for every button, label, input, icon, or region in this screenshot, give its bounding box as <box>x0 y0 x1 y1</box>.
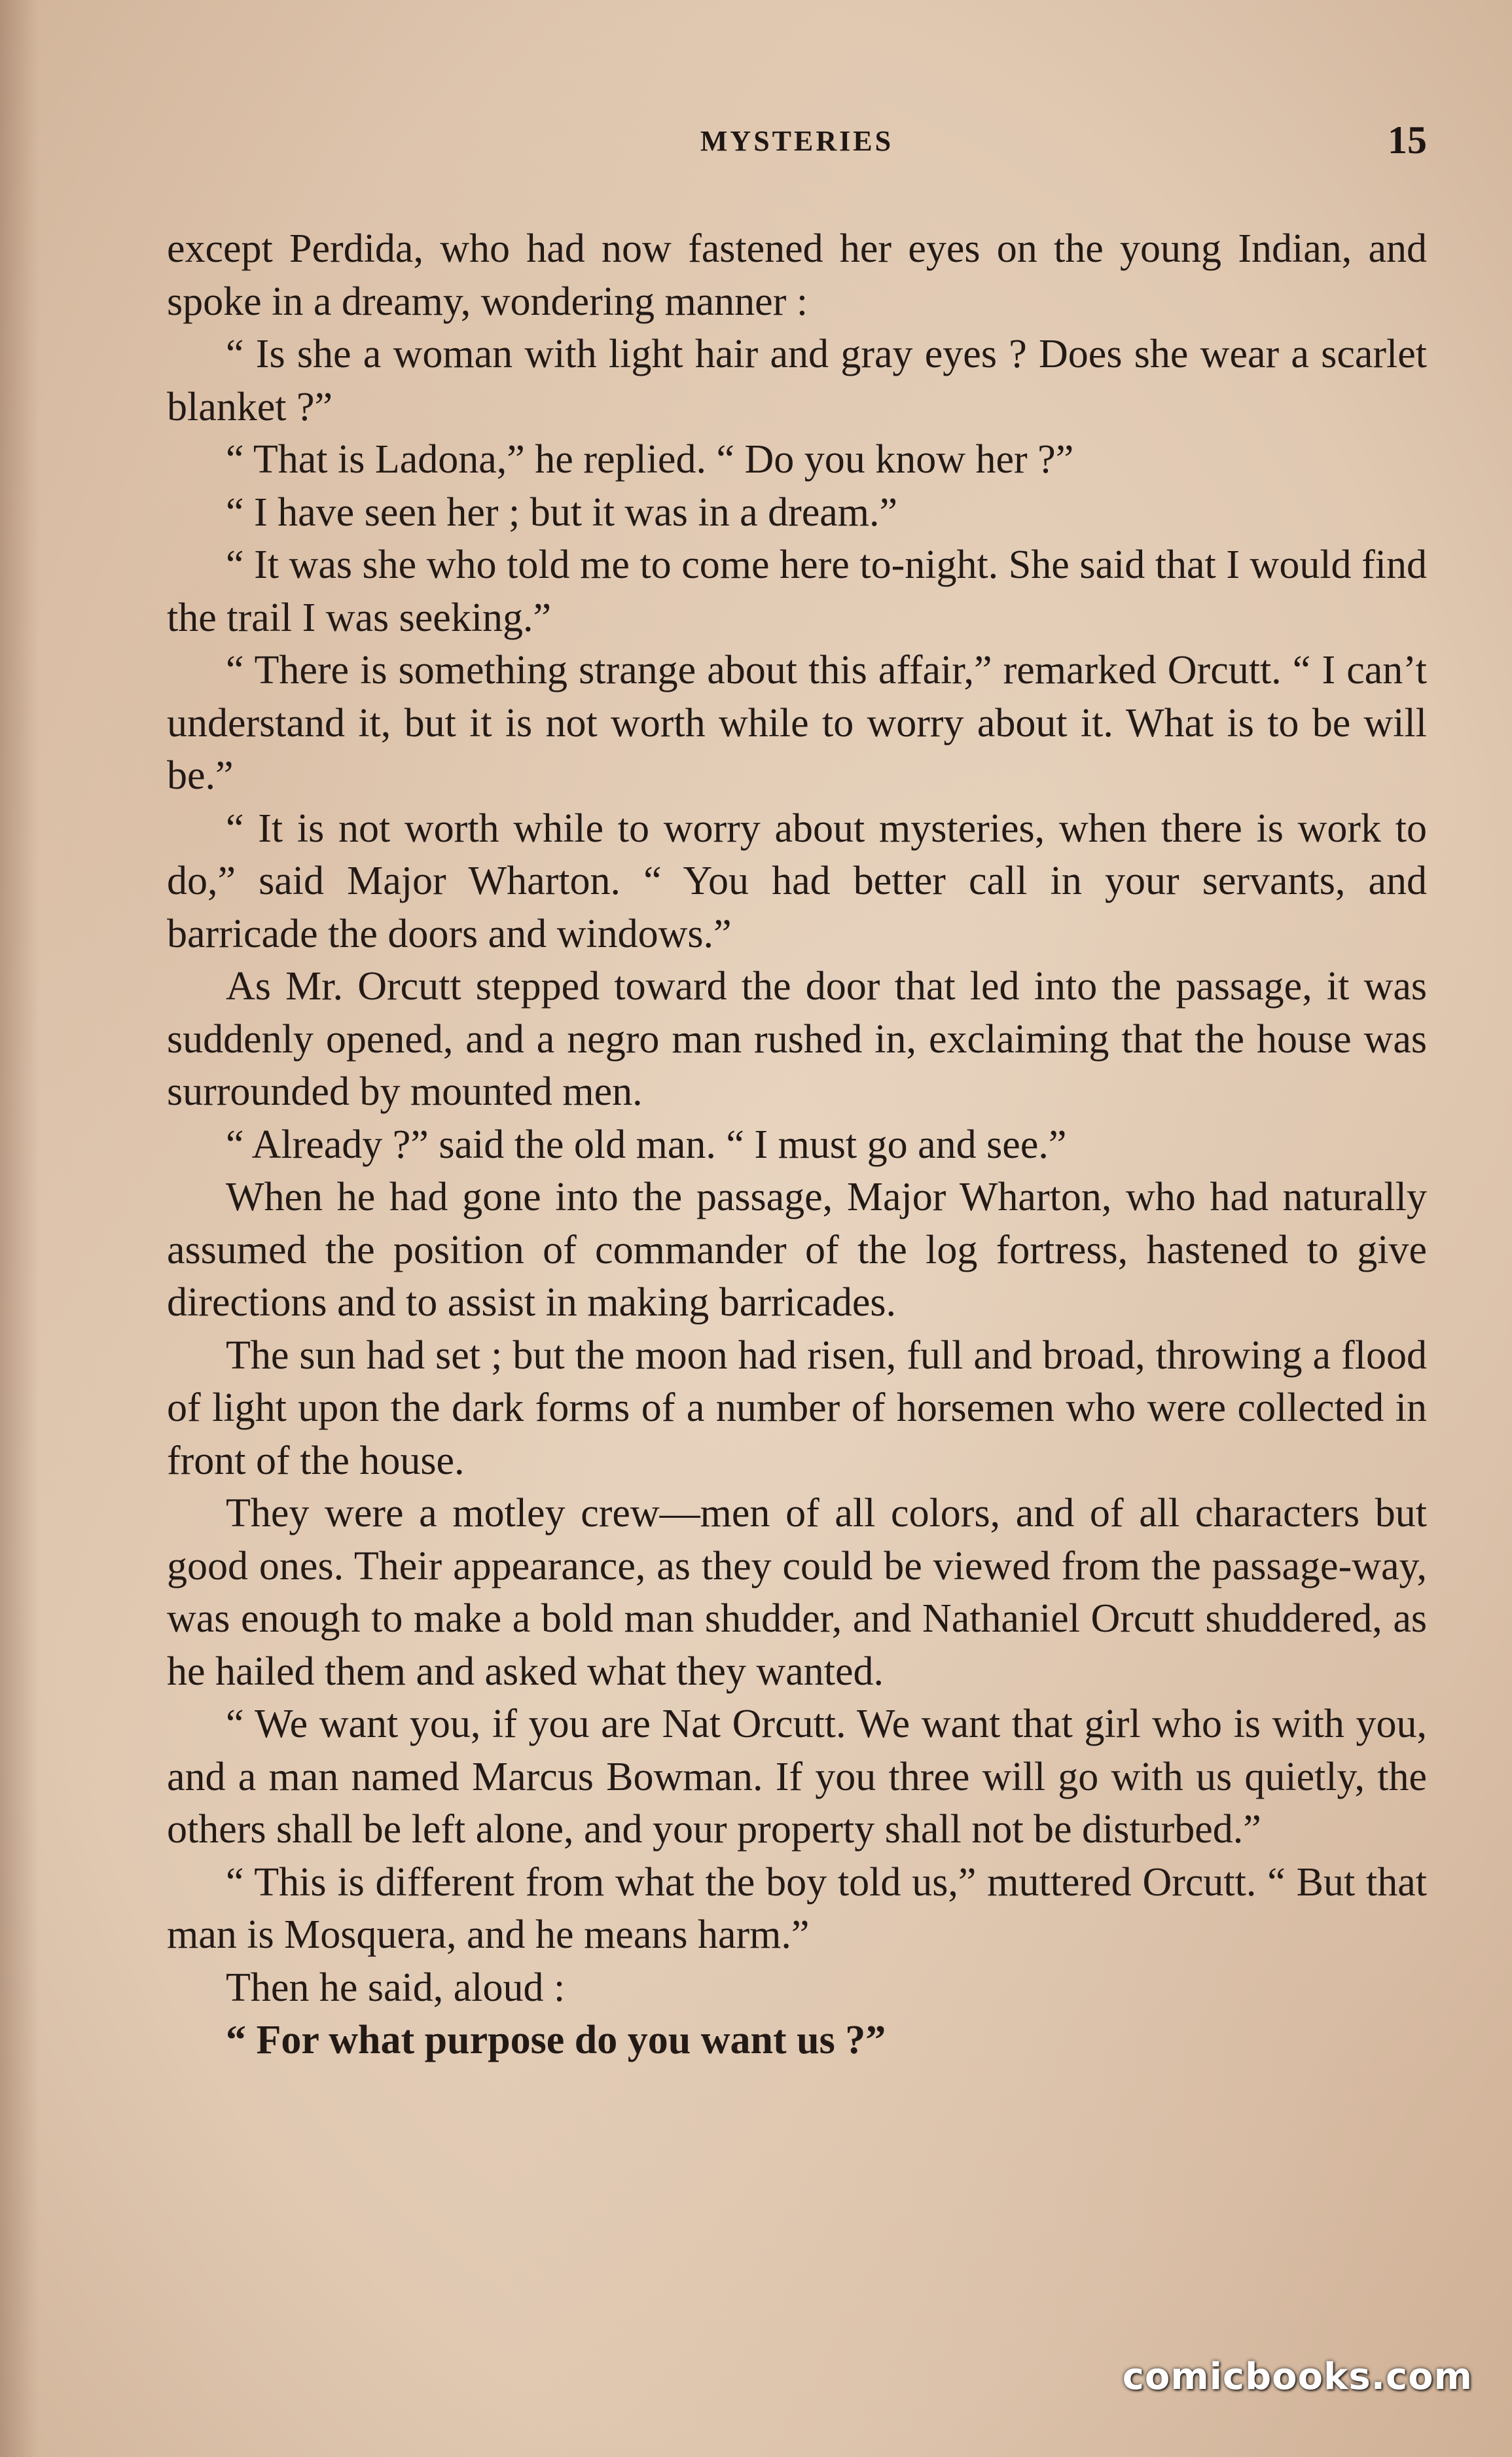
paragraph: When he had gone into the passage, Major Wharton, who had naturally assumed the position of commander of the log fortress, hastened to give directions and to assist in making barricades. <box>167 1175 1427 1325</box>
paragraph: Then he said, aloud : <box>226 1965 566 2010</box>
paragraph: “ This is different from what the boy told us,” muttered Orcutt. “ But that man is Mosquera, and he means harm.” <box>167 1859 1427 1957</box>
paragraph: “ There is something strange about this affair,” remarked Orcutt. “ I can’t understand it, but it is not worth while to worry about it. What is to be will be.” <box>167 648 1427 798</box>
paragraph: “ For what purpose do you want us ?” <box>226 2018 886 2062</box>
paragraph: “ We want you, if you are Nat Orcutt. We want that girl who is with you, and a man named Marcus Bowman. If you three will go with us quietly, the others shall be left alone, and your property shall not be disturbed.” <box>167 1702 1427 1852</box>
paragraph: “ That is Ladona,” he replied. “ Do you know her ?” <box>226 437 1074 482</box>
paragraph: “ Is she a woman with light hair and gray eyes ? Does she wear a scarlet blanket ?” <box>167 332 1427 429</box>
paragraph: “ It is not worth while to worry about mysteries, when there is work to do,” said Major Wharton. “ You had better call in your servants, and barricade the doors and windows.” <box>167 806 1427 956</box>
paragraph: They were a motley crew—men of all colors, and of all characters but good ones. Their appearance, as they could be viewed from the passage-way, was enough to make a bold man shudder, and Nathaniel Orcutt shuddered, as he hailed them and asked what they wanted. <box>167 1491 1427 1694</box>
body-text <box>167 223 1427 2067</box>
paragraph: The sun had set ; but the moon had risen, full and broad, throwing a flood of light upon the dark forms of a number of horsemen who were collected in front of the house. <box>167 1333 1427 1483</box>
page-edge-shadow <box>0 0 39 2457</box>
watermark: comicbooks.com <box>1122 2356 1473 2398</box>
running-head: MYSTERIES <box>700 125 894 157</box>
paragraph: “ Already ?” said the old man. “ I must go and see.” <box>226 1122 1067 1167</box>
paragraph: “ I have seen her ; but it was in a dream.” <box>226 490 898 535</box>
paragraph: As Mr. Orcutt stepped toward the door that led into the passage, it was suddenly opened, and a negro man rushed in, exclaiming that the house was surrounded by mounted men. <box>167 964 1427 1114</box>
page-header <box>167 118 1427 170</box>
paragraph: “ It was she who told me to come here to-night. She said that I would find the trail I was seeking.” <box>167 543 1427 640</box>
page-number: 15 <box>1388 118 1427 162</box>
paragraph: except Perdida, who had now fastened her eyes on the young Indian, and spoke in a dreamy, wondering manner : <box>167 226 1427 324</box>
